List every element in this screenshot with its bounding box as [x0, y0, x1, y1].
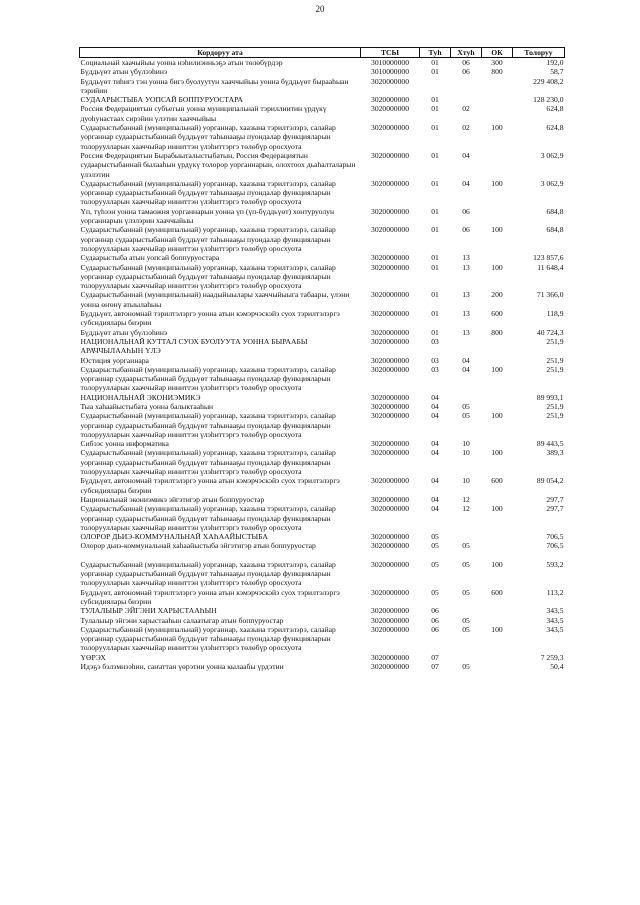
- row-ok-cell: [482, 402, 513, 411]
- row-name-cell: Үп, түһээн уонна тамаожня уорганнарын уонна үп (үп-бүддьүөт) хонтуруолун уорганнарын үлэлэрин хааччыйыы: [80, 206, 335, 226]
- row-tsr-cell: 3020000000: [371, 606, 409, 616]
- row-tsr-cell: 3020000000: [371, 494, 409, 504]
- row-tyh-cell: 04: [431, 504, 439, 514]
- row-ok-cell: [482, 653, 513, 662]
- row-sum-cell: 118,9: [546, 309, 564, 319]
- row-name-cell: Судаарыстыбаннай (муниципальнай) уорганнар, хаазына тэрилтэлэрэ, салайар уорганнар судаарыстыбаннай бүддьүөт таһынааҕы пуондалар функцияларын толоруулларын хааччыйар инниттэн үлэһиттэргэ төлөбүр оросхуота: [80, 178, 336, 207]
- budget-table: [79, 47, 565, 671]
- header-tyh: Тyh: [420, 48, 451, 58]
- row-xtyh-cell: 13: [462, 327, 470, 337]
- row-tsr-cell: 3020000000: [371, 476, 409, 486]
- row-sum-cell: 11 648,4: [537, 262, 564, 272]
- row-xtyh-cell: 10: [462, 476, 470, 486]
- table-row: [80, 588, 565, 607]
- row-tyh-cell: [420, 77, 451, 96]
- row-name-cell: Россия Федерациятын Бырабыыталыстыбатын, Россия Федерациятын судаарыстыбаннай былааһын үрдүкү толорор уорганнарын, олохтоох дьаһалталарын үлэлэтин: [80, 150, 356, 179]
- row-xtyh-cell: 13: [462, 309, 470, 319]
- row-sum-cell: 251,9: [546, 411, 564, 421]
- row-ok-cell: 600: [491, 309, 503, 319]
- row-ok-cell: [482, 151, 513, 179]
- row-name-cell: ОЛОРОР ДЬИЭ-КОММУНАЛЬНАЙ ХАҺААЙЫСТЫБА: [80, 532, 268, 542]
- row-sum-cell: 3 062,9: [540, 178, 564, 188]
- row-sum-cell: 593,2: [546, 559, 564, 569]
- header-xtyh: Хтyh: [451, 48, 482, 58]
- row-tsr-cell: 3020000000: [371, 624, 409, 634]
- row-tyh-cell: 06: [431, 606, 439, 616]
- row-name-cell: Олорор дьиэ-коммунальнай хаһаайыстыба эйгэтигэр атын боппуруостар: [80, 541, 316, 551]
- row-ok-cell: 100: [491, 624, 503, 634]
- row-xtyh-cell: [451, 532, 482, 541]
- row-name-cell: Тулалыыр эйгэни харыстааһын салаатыгар атын боппуруостар: [80, 615, 284, 625]
- row-xtyh-cell: 04: [462, 178, 470, 188]
- row-name-cell: Сибээс уонна информатика: [80, 439, 169, 449]
- table-row: [80, 411, 565, 439]
- row-tyh-cell: 03: [431, 364, 439, 374]
- row-ok-cell: 100: [491, 448, 503, 458]
- row-tsr-cell: 3020000000: [371, 662, 409, 671]
- table-row: [80, 151, 565, 179]
- row-name-cell: Бүддьүөт атын үбүлээһинэ: [80, 67, 168, 77]
- table-row: [80, 653, 565, 662]
- table-row: [80, 253, 565, 262]
- row-name-cell: Судаарыстыбаннай (муниципальнай) уорганнар, хаазына тэрилтэлэрэ, салайар уорганнар судаарыстыбаннай бүддьүөт таһынааҕы пуондалар функцияларын толоруулларын хааччыйар инниттэн үлэһиттэргэ төлөбүр оросхуота: [80, 225, 336, 253]
- table-row: [80, 616, 565, 625]
- header-tsr: ТСЫ: [361, 48, 420, 58]
- row-name-cell: Судаарыстыбаннай (муниципальнай) уорганнар, хаазына тэрилтэлэрэ, салайар уорганнар судаарыстыбаннай бүддьүөт таһынааҕы пуондалар функцияларын толоруулларын хааччыйар инниттэн үлэһиттэргэ төлөбүр оросхуота: [80, 123, 336, 151]
- row-sum-cell: 706,5: [546, 532, 564, 542]
- table-row: [80, 225, 565, 253]
- row-xtyh-cell: 12: [462, 494, 470, 504]
- row-tsr-cell: 3020000000: [371, 225, 409, 235]
- row-sum-cell: 684,8: [546, 206, 564, 216]
- table-row: [80, 439, 565, 448]
- row-ok-cell: [482, 495, 513, 504]
- table-row: [80, 541, 565, 550]
- row-name-cell: Судаарыстыбаннай (муниципальнай) уорганнар, хаазына тэрилтэлэрэ, салайар уорганнар судаарыстыбаннай бүддьүөт таһынааҕы пуондалар функцияларын толоруулларын хааччыйар инниттэн үлэһиттэргэ төлөбүр оросхуота: [80, 262, 336, 291]
- row-name-cell: Судаарыстыба атын уопсай боппуруостара: [80, 253, 220, 263]
- row-sum-cell: 624,8: [546, 123, 564, 133]
- row-xtyh-cell: 02: [462, 104, 470, 114]
- row-tyh-cell: 06: [431, 615, 439, 625]
- row-sum-cell: 251,9: [546, 401, 564, 411]
- row-tyh-cell: 01: [431, 327, 439, 337]
- row-ok-cell: [482, 337, 513, 356]
- row-tsr-cell: 3020000000: [371, 262, 409, 272]
- row-xtyh-cell: 10: [462, 439, 470, 449]
- row-xtyh-cell: 10: [462, 448, 470, 458]
- row-tyh-cell: 01: [431, 67, 439, 77]
- table-row: [80, 365, 565, 393]
- row-tyh-cell: 01: [431, 104, 439, 114]
- row-ok-cell: [482, 616, 513, 625]
- row-ok-cell: 100: [491, 225, 503, 235]
- row-sum-cell: 123 857,6: [533, 253, 564, 263]
- row-xtyh-cell: 05: [462, 662, 470, 671]
- row-xtyh-cell: 05: [462, 411, 470, 421]
- row-ok-cell: [482, 662, 513, 671]
- table-row: [80, 606, 565, 615]
- row-tsr-cell: 3020000000: [371, 652, 409, 662]
- row-ok-cell: 600: [491, 476, 503, 486]
- page-number: 20: [315, 4, 325, 14]
- table-row: [80, 402, 565, 411]
- row-ok-cell: 600: [491, 587, 503, 597]
- row-sum-cell: 89 443,5: [536, 439, 564, 449]
- row-xtyh-cell: 05: [462, 587, 470, 597]
- row-tsr-cell: 3020000000: [371, 392, 409, 402]
- row-name-cell: СУДААРЫСТЫБА УОПСАЙ БОППУРУОСТАРА: [80, 95, 243, 105]
- row-ok-cell: [482, 356, 513, 365]
- row-name-cell: Бүддьүөт, автономнай тэрилтэлэргэ уонна атын кэмэрчэскэйэ суох тэрилтэлэргэ субсидиялары биэрии: [80, 476, 340, 495]
- row-tyh-cell: 04: [431, 411, 439, 421]
- table-row: [80, 95, 565, 104]
- row-sum-cell: 297,7: [546, 504, 564, 514]
- row-tyh-cell: 01: [431, 150, 439, 160]
- row-name-cell: Бүддьүөт, автономнай тэрилтэлэргэ уонна атын кэмэрчэскэйэ суох тэрилтэлэргэ субсидиялары биэрии: [80, 309, 340, 328]
- row-tyh-cell: 04: [431, 476, 439, 486]
- table-row: [80, 67, 565, 76]
- row-tyh-cell: 01: [431, 253, 439, 263]
- row-ok-cell: [482, 104, 513, 123]
- row-ok-cell: [482, 439, 513, 448]
- table-row: [80, 356, 565, 365]
- row-name-cell: Судаарыстыбаннай (муниципальнай) уорганнар, хаазына тэрилтэлэрэ, салайар уорганнар судаарыстыбаннай бүддьүөт таһынааҕы пуондалар функцияларын толоруулларын хааччыйар инниттэн үлэһиттэргэ төлөбүр оросхуота: [80, 448, 336, 477]
- row-name-cell: Судаарыстыбаннай (муниципальнай) уорганнар, хаазына тэрилтэлэрэ, салайар уорганнар судаарыстыбаннай бүддьүөт таһынааҕы пуондалар функцияларын толоруулларын хааччыйар инниттэн үлэһиттэргэ төлөбүр оросхуота: [80, 504, 336, 532]
- row-tyh-cell: 01: [431, 95, 439, 105]
- row-xtyh-cell: [451, 337, 482, 356]
- row-tsr-cell: 3020000000: [371, 336, 409, 346]
- row-sum-cell: 343,5: [546, 615, 564, 625]
- row-sum-cell: 40 724,3: [536, 327, 564, 337]
- row-xtyh-cell: 04: [462, 364, 470, 374]
- row-ok-cell: [482, 253, 513, 262]
- table-row: [80, 560, 565, 588]
- row-tsr-cell: 3010000000: [371, 67, 409, 77]
- row-ok-cell: 100: [491, 559, 503, 569]
- row-xtyh-cell: 02: [462, 123, 470, 133]
- row-ok-cell: [482, 77, 513, 96]
- row-xtyh-cell: [451, 393, 482, 402]
- row-xtyh-cell: 05: [462, 559, 470, 569]
- row-sum-cell: 58,7: [550, 67, 564, 77]
- row-tyh-cell: 06: [431, 624, 439, 634]
- table-row: [80, 328, 565, 337]
- row-tsr-cell: 3020000000: [371, 206, 409, 216]
- row-sum-cell: 389,3: [546, 448, 564, 458]
- row-ok-cell: 800: [491, 67, 503, 77]
- row-name-cell: Социальнай хаачыйыы уонна нэһилиэнньэҕэ атын төлөбүрдэр: [80, 58, 283, 67]
- row-tsr-cell: 3020000000: [371, 401, 409, 411]
- row-xtyh-cell: 13: [462, 290, 470, 300]
- row-tyh-cell: 07: [431, 652, 439, 662]
- row-name-cell: Бүддьүөт тиһигэ тэн уонна бигэ буолуутун хааччыйыы уонна бүддьүөт бырааһыан тэрийии: [80, 76, 349, 95]
- row-xtyh-cell: [451, 77, 482, 96]
- row-tsr-cell: 3020000000: [371, 355, 409, 365]
- table-row: [80, 393, 565, 402]
- row-tyh-cell: 01: [431, 123, 439, 133]
- row-tsr-cell: 3020000000: [371, 123, 409, 133]
- table-row: [80, 179, 565, 207]
- row-tsr-cell: 3020000000: [371, 253, 409, 263]
- row-tsr-cell: 3020000000: [371, 76, 409, 86]
- row-xtyh-cell: [451, 606, 482, 615]
- row-ok-cell: 100: [491, 123, 503, 133]
- row-tsr-cell: 3020000000: [371, 504, 409, 514]
- row-tsr-cell: 3020000000: [371, 439, 409, 449]
- row-tsr-cell: 3020000000: [371, 327, 409, 337]
- row-ok-cell: 200: [491, 290, 503, 300]
- row-spacer: [80, 551, 565, 560]
- row-xtyh-cell: [451, 95, 482, 104]
- row-sum-cell: 113,2: [546, 587, 564, 597]
- row-tsr-cell: 3020000000: [371, 532, 409, 542]
- table-row: [80, 448, 565, 476]
- row-tsr-cell: 3020000000: [371, 559, 409, 569]
- row-tyh-cell: 01: [431, 290, 439, 300]
- table-row: [80, 495, 565, 504]
- row-sum-cell: 50,4: [550, 662, 564, 671]
- row-sum-cell: 229 408,2: [533, 76, 564, 86]
- row-name-cell: Идэҕэ бэлэмнээһин, саҥаттан үөрэтии уонна кылаабы үрдэтии: [80, 662, 284, 671]
- header-ok: ОК: [482, 48, 513, 58]
- row-sum-cell: 192,0: [546, 58, 564, 67]
- table-row: [80, 625, 565, 653]
- row-sum-cell: 684,8: [546, 225, 564, 235]
- row-name-cell: Россия Федерациятын субъегын уонна муниципальнай тэриллиитин үрдүкү дуоһунастаах сирэйин үлэтин хааччыйыы: [80, 104, 327, 123]
- table-row: [80, 309, 565, 328]
- row-xtyh-cell: 04: [462, 150, 470, 160]
- row-ok-cell: 100: [491, 411, 503, 421]
- row-xtyh-cell: 05: [462, 401, 470, 411]
- row-ok-cell: [482, 393, 513, 402]
- row-tsr-cell: 3020000000: [371, 178, 409, 188]
- header-sum: Толоруу: [513, 48, 565, 58]
- row-xtyh-cell: 05: [462, 615, 470, 625]
- row-name-cell: Национальнай экониэмикэ эйгэтигэр атын боппуруостар: [80, 494, 265, 504]
- row-sum-cell: 3 062,9: [540, 150, 564, 160]
- row-xtyh-cell: 12: [462, 504, 470, 514]
- row-tyh-cell: 01: [431, 309, 439, 319]
- row-ok-cell: [482, 606, 513, 615]
- row-sum-cell: 251,9: [546, 355, 564, 365]
- row-xtyh-cell: 04: [462, 355, 470, 365]
- row-ok-cell: 100: [491, 504, 503, 514]
- row-tyh-cell: 04: [431, 401, 439, 411]
- row-tyh-cell: 04: [431, 392, 439, 402]
- row-xtyh-cell: 06: [462, 225, 470, 235]
- row-name-cell: Тыа хаһаайыстыбата уонна балыктааһын: [80, 401, 214, 411]
- row-sum-cell: 251,9: [546, 336, 564, 346]
- row-xtyh-cell: 13: [462, 262, 470, 272]
- row-tyh-cell: 03: [431, 355, 439, 365]
- row-name-cell: Бүддьүөт, автономнай тэрилтэлэргэ уонна атын кэмэрчэскэйэ суох тэрилтэлэргэ субсидиялары биэрии: [80, 587, 340, 606]
- row-tyh-cell: 01: [431, 262, 439, 272]
- row-tyh-cell: 03: [431, 336, 439, 346]
- row-sum-cell: 297,7: [546, 494, 564, 504]
- row-tsr-cell: 3020000000: [371, 587, 409, 597]
- row-tyh-cell: 05: [431, 541, 439, 551]
- row-tyh-cell: 05: [431, 587, 439, 597]
- row-ok-cell: 100: [491, 178, 503, 188]
- table-header-row: [80, 48, 565, 58]
- row-sum-cell: 128 230,0: [533, 95, 564, 105]
- table-row: [80, 504, 565, 532]
- row-name-cell: ҮӨРЭХ: [80, 652, 106, 662]
- header-name: Кордоруу ата: [80, 48, 361, 58]
- row-sum-cell: 343,5: [546, 624, 564, 634]
- row-tyh-cell: 05: [431, 532, 439, 542]
- row-xtyh-cell: 06: [462, 67, 470, 77]
- row-ok-cell: 800: [491, 327, 503, 337]
- row-sum-cell: 706,5: [546, 541, 564, 551]
- row-name-cell: Судаарыстыбаннай (муниципальнай) наадыйыылары хааччыйыыга табаары, үлэни уонна өҥөнү атыылаһыы: [80, 290, 350, 309]
- row-xtyh-cell: 06: [462, 58, 470, 67]
- row-name-cell: Бүддьүөт атын үбүлээһинэ: [80, 327, 168, 337]
- table-row: [80, 263, 565, 291]
- row-xtyh-cell: [451, 653, 482, 662]
- row-tyh-cell: 01: [431, 225, 439, 235]
- row-xtyh-cell: 06: [462, 206, 470, 216]
- row-ok-cell: [482, 541, 513, 550]
- row-ok-cell: [482, 95, 513, 104]
- table-row: [80, 123, 565, 151]
- table-body: [80, 58, 565, 672]
- row-tsr-cell: 3020000000: [371, 448, 409, 458]
- table-row: [80, 337, 565, 356]
- row-ok-cell: 100: [491, 262, 503, 272]
- row-sum-cell: 624,8: [546, 104, 564, 114]
- row-name-cell: ТУЛАЛЫЫР ЭЙГЭНИ ХАРЫСТААҺЫН: [80, 606, 217, 616]
- row-tsr-cell: 3020000000: [371, 95, 409, 105]
- row-tyh-cell: 04: [431, 494, 439, 504]
- row-tsr-cell: 3020000000: [371, 309, 409, 319]
- table-row: [80, 77, 565, 96]
- row-sum-cell: 89 054,2: [536, 476, 564, 486]
- row-spacer-cell: [80, 551, 565, 560]
- row-ok-cell: 300: [491, 58, 503, 67]
- row-tyh-cell: 07: [431, 662, 439, 671]
- table-row: [80, 290, 565, 309]
- row-tsr-cell: 3020000000: [371, 104, 409, 114]
- row-tyh-cell: 04: [431, 439, 439, 449]
- row-tyh-cell: 01: [431, 178, 439, 188]
- row-ok-cell: [482, 207, 513, 226]
- row-tsr-cell: 3020000000: [371, 150, 409, 160]
- row-tsr-cell: 3020000000: [371, 615, 409, 625]
- row-name-cell: Судаарыстыбаннай (муниципальнай) уорганнар, хаазына тэрилтэлэрэ, салайар уорганнар судаарыстыбаннай бүддьүөт таһынааҕы пуондалар функцияларын толоруулларын хааччыйар инниттэн үлэһиттэргэ төлөбүр оросхуота: [80, 624, 336, 653]
- row-tyh-cell: 04: [431, 448, 439, 458]
- table-row: [80, 58, 565, 68]
- table-row: [80, 476, 565, 495]
- row-ok-cell: [482, 532, 513, 541]
- row-name-cell: Судаарыстыбаннай (муниципальнай) уорганнар, хаазына тэрилтэлэрэ, салайар уорганнар судаарыстыбаннай бүддьүөт таһынааҕы пуондалар функцияларын толоруулларын хааччыйар инниттэн үлэһиттэргэ төлөбүр оросхуота: [80, 559, 336, 588]
- table-row: [80, 662, 565, 671]
- row-sum-cell: 7 259,3: [540, 652, 564, 662]
- row-name-cell: Юстиция уорганнара: [80, 355, 149, 365]
- row-name-cell: Судаарыстыбаннай (муниципальнай) уорганнар, хаазына тэрилтэлэрэ, салайар уорганнар судаарыстыбаннай бүддьүөт таһынааҕы пуондалар функцияларын толоруулларын хааччыйар инниттэн үлэһиттэргэ төлөбүр оросхуота: [80, 411, 336, 439]
- row-tyh-cell: 05: [431, 559, 439, 569]
- row-tyh-cell: 01: [431, 58, 439, 67]
- row-name-cell: НАЦИОНАЛЬНАЙ КУТТАЛ СУОХ БУОЛУУТА УОННА БЫРААБЫ АРАЧЧЫЛААҺЫН ҮЛЭ: [80, 336, 308, 356]
- row-tsr-cell: 3020000000: [371, 541, 409, 551]
- row-tsr-cell: 3010000000: [371, 58, 409, 67]
- row-sum-cell: 251,9: [546, 364, 564, 374]
- row-tsr-cell: 3020000000: [371, 290, 409, 300]
- row-sum-cell: 89 993,1: [536, 392, 564, 402]
- row-name-cell: Судаарыстыбаннай (муниципальнай) уорганнар, хаазына тэрилтэлэрэ, салайар уорганнар судаарыстыбаннай бүддьүөт таһынааҕы пуондалар функцияларын толоруулларын хааччыйар инниттэн үлэһиттэргэ төлөбүр оросхуота: [80, 364, 336, 393]
- row-xtyh-cell: 13: [462, 253, 470, 263]
- row-sum-cell: 343,5: [546, 606, 564, 616]
- table-row: [80, 207, 565, 226]
- row-xtyh-cell: 05: [462, 624, 470, 634]
- row-ok-cell: 100: [491, 364, 503, 374]
- row-xtyh-cell: 05: [462, 541, 470, 551]
- row-name-cell: НАЦИОНАЛЬНАЙ ЭКОНИЭМИКЭ: [80, 392, 201, 402]
- row-tsr-cell: 3020000000: [371, 411, 409, 421]
- row-tsr-cell: 3020000000: [371, 364, 409, 374]
- table-row: [80, 104, 565, 123]
- table-row: [80, 532, 565, 541]
- row-tyh-cell: 01: [431, 206, 439, 216]
- row-sum-cell: 71 366,0: [536, 290, 564, 300]
